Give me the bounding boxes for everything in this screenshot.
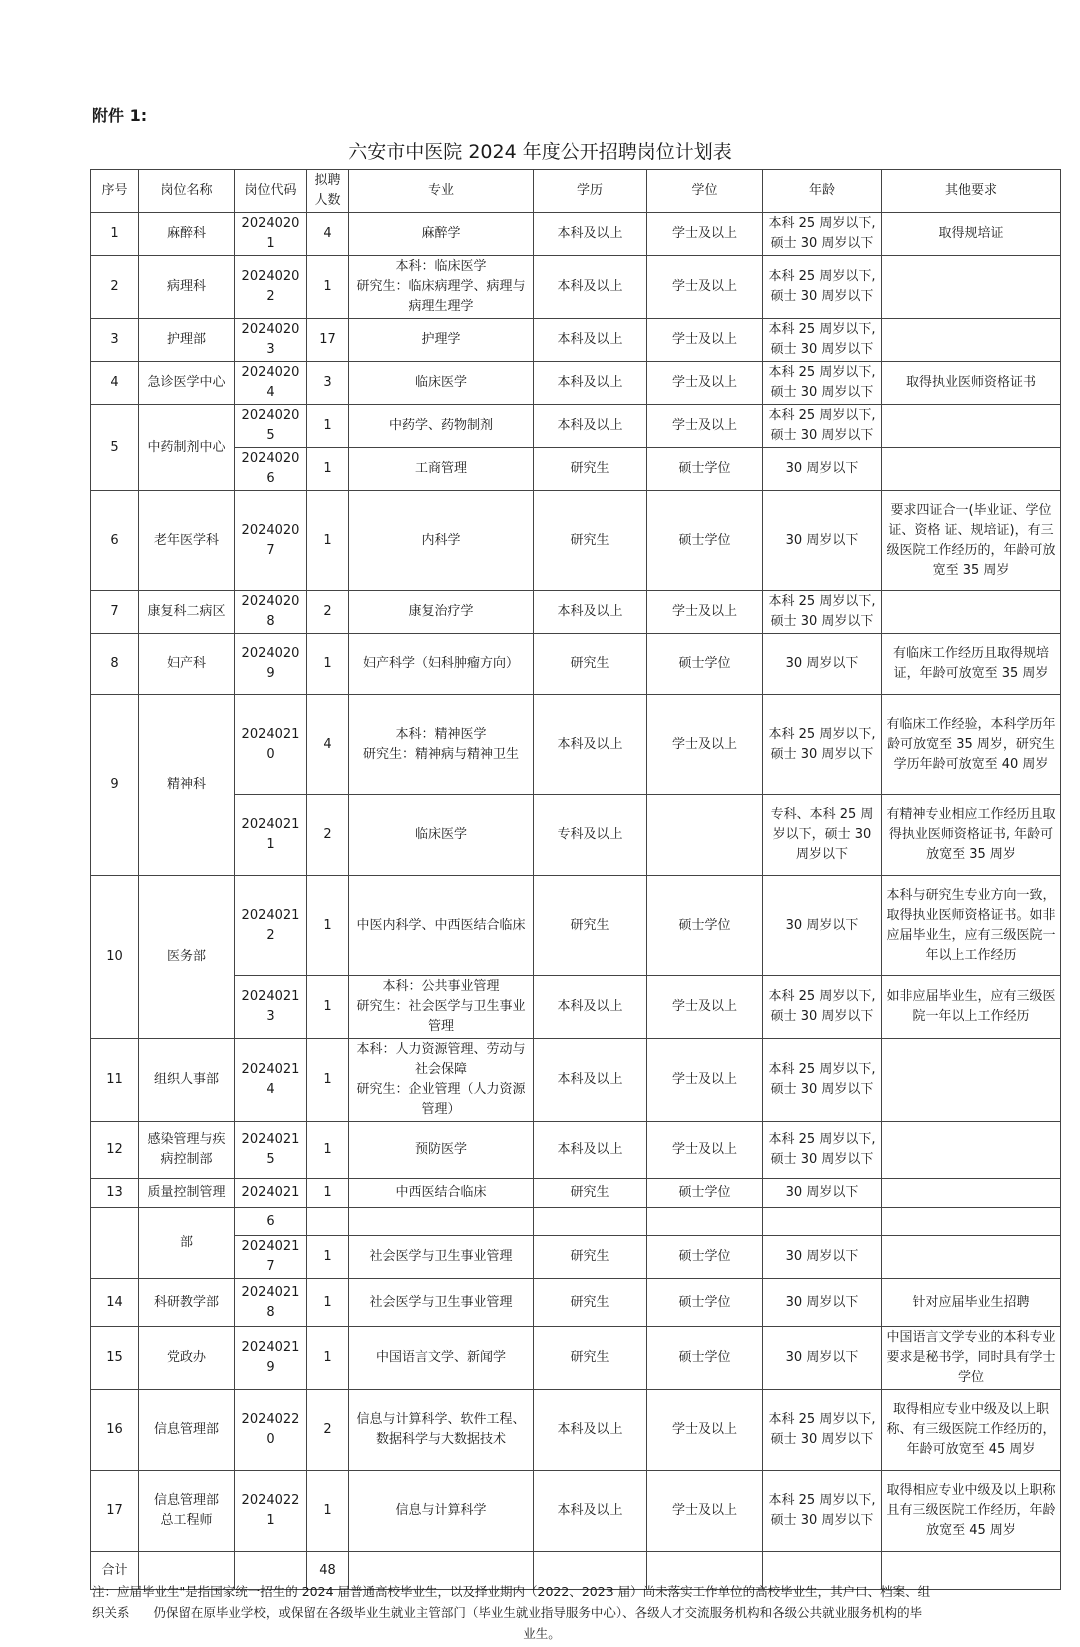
cell-position: 妇产科 (139, 634, 235, 695)
cell-major: 本科：公共事业管理 研究生：社会医学与卫生事业 管理 (349, 976, 534, 1039)
cell-position: 急诊医学中心 (139, 362, 235, 405)
cell-major: 妇产科学（妇科肿瘤方向） (349, 634, 534, 695)
table-row (91, 1179, 1061, 1208)
cell-age: 本科 25 周岁以下, 硕士 30 周岁以下 (763, 1122, 882, 1179)
header-education: 学历 (534, 170, 647, 213)
cell-major: 本科：精神医学 研究生：精神病与精神卫生 (349, 695, 534, 795)
footnote (92, 1581, 992, 1644)
cell-major: 麻醉学 (349, 213, 534, 256)
document-title: 六安市中医院 2024 年度公开招聘岗位计划表 (348, 141, 732, 163)
header-degree: 学位 (647, 170, 763, 213)
cell-no: 6 (91, 491, 139, 591)
cell-age: 本科 25 周岁以下, 硕士 30 周岁以下 (763, 1390, 882, 1471)
cell-other: 取得相应专业中级及以上职称、有三级医院工作经历的，年龄可放宽至 45 周岁 (882, 1390, 1061, 1471)
cell-count: 2 (307, 795, 349, 876)
cell-code: 2024021 4 (235, 1039, 307, 1122)
total-label: 合计 (91, 1552, 139, 1590)
cell-code: 2024022 1 (235, 1471, 307, 1552)
cell-no: 16 (91, 1390, 139, 1471)
cell-position: 信息管理部 (139, 1390, 235, 1471)
cell-degree: 学士及以上 (647, 405, 763, 448)
cell-age: 30 周岁以下 (763, 448, 882, 491)
cell-code: 2024020 8 (235, 591, 307, 634)
cell-count: 1 (307, 448, 349, 491)
header-count: 拟聘 人数 (307, 170, 349, 213)
recruitment-plan-table (90, 169, 1061, 1590)
cell-age: 30 周岁以下 (763, 876, 882, 976)
cell-education: 研究生 (534, 448, 647, 491)
table-row (91, 256, 1061, 319)
cell-education: 本科及以上 (534, 1471, 647, 1552)
cell-position: 部 (139, 1208, 235, 1279)
cell-age: 30 周岁以下 (763, 1279, 882, 1327)
cell-no: 13 (91, 1179, 139, 1208)
cell-age (763, 1208, 882, 1236)
header-code: 岗位代码 (235, 170, 307, 213)
cell-major: 内科学 (349, 491, 534, 591)
cell-position: 医务部 (139, 876, 235, 1039)
table-row (91, 1208, 1061, 1236)
cell-no: 7 (91, 591, 139, 634)
cell-degree: 学士及以上 (647, 1471, 763, 1552)
cell-major: 中国语言文学、新闻学 (349, 1327, 534, 1390)
cell-education: 本科及以上 (534, 256, 647, 319)
cell-code: 2024020 7 (235, 491, 307, 591)
cell-code: 2024021 3 (235, 976, 307, 1039)
cell-degree: 硕士学位 (647, 1236, 763, 1279)
cell-code: 6 (235, 1208, 307, 1236)
cell-education: 研究生 (534, 1179, 647, 1208)
cell-other: 本科与研究生专业方向一致，取得执业医师资格证书。如非应届毕业生，应有三级医院一年以上工作经历 (882, 876, 1061, 976)
cell-major: 社会医学与卫生事业管理 (349, 1279, 534, 1327)
cell-education (534, 1208, 647, 1236)
cell-position: 精神科 (139, 695, 235, 876)
cell-code: 2024021 (235, 1179, 307, 1208)
cell-no: 2 (91, 256, 139, 319)
cell-other: 取得相应专业中级及以上职称且有三级医院工作经历，年龄放宽至 45 周岁 (882, 1471, 1061, 1552)
cell-other: 有临床工作经历且取得规培证，年龄可放宽至 35 周岁 (882, 634, 1061, 695)
cell-code: 2024020 4 (235, 362, 307, 405)
cell-major: 本科：人力资源管理、劳动与 社会保障 研究生：企业管理（人力资源 管理） (349, 1039, 534, 1122)
cell-age: 本科 25 周岁以下, 硕士 30 周岁以下 (763, 405, 882, 448)
cell-other: 针对应届毕业生招聘 (882, 1279, 1061, 1327)
cell-major: 工商管理 (349, 448, 534, 491)
cell-major: 预防医学 (349, 1122, 534, 1179)
cell-degree: 硕士学位 (647, 634, 763, 695)
cell-major: 社会医学与卫生事业管理 (349, 1236, 534, 1279)
cell-no: 14 (91, 1279, 139, 1327)
cell-degree: 硕士学位 (647, 1279, 763, 1327)
table-row (91, 405, 1061, 448)
cell-position: 质量控制管理 (139, 1179, 235, 1208)
cell-age: 30 周岁以下 (763, 1327, 882, 1390)
header-row (91, 170, 1061, 213)
cell-code: 2024021 0 (235, 695, 307, 795)
cell-education: 研究生 (534, 634, 647, 695)
cell-major: 中西医结合临床 (349, 1179, 534, 1208)
table-row (91, 1236, 1061, 1279)
footnote-line-3: 业生。 (523, 1626, 561, 1641)
table-row (91, 976, 1061, 1039)
cell-other: 要求四证合一(毕业证、学位证、资格 证、规培证)，有三级医院工作经历的，年龄可放宽至 35 周岁 (882, 491, 1061, 591)
cell-other: 有临床工作经验，本科学历年龄可放宽至 35 周岁，研究生学历年龄可放宽至 40 周岁 (882, 695, 1061, 795)
cell-education: 研究生 (534, 876, 647, 976)
cell-no: 3 (91, 319, 139, 362)
table-row (91, 876, 1061, 976)
table-row (91, 1122, 1061, 1179)
cell-other (882, 1208, 1061, 1236)
cell-degree: 学士及以上 (647, 976, 763, 1039)
cell-position: 党政办 (139, 1327, 235, 1390)
cell-age: 本科 25 周岁以下, 硕士 30 周岁以下 (763, 362, 882, 405)
cell-degree: 学士及以上 (647, 256, 763, 319)
table-row (91, 319, 1061, 362)
footnote-line-1: 注：应届毕业生"是指国家统一招生的 2024 届普通高校毕业生，以及择业期内（2022、2023 届）尚未落实工作单位的高校毕业生，其户口、档案、组 (92, 1584, 931, 1599)
cell-education: 专科及以上 (534, 795, 647, 876)
cell-major (349, 1208, 534, 1236)
cell-degree: 学士及以上 (647, 319, 763, 362)
cell-no: 5 (91, 405, 139, 491)
cell-no: 1 (91, 213, 139, 256)
cell-code: 2024020 5 (235, 405, 307, 448)
table-row (91, 1327, 1061, 1390)
cell-count: 2 (307, 591, 349, 634)
cell-major: 信息与计算科学、软件工程、 数据科学与大数据技术 (349, 1390, 534, 1471)
cell-count: 17 (307, 319, 349, 362)
footnote-line-2: 织关系 仍保留在原毕业学校，或保留在各级毕业生就业主管部门（毕业生就业指导服务中心）、各级人才交流服务机构和各级公共就业服务机构的毕 (92, 1605, 923, 1620)
cell-other (882, 405, 1061, 448)
cell-education: 研究生 (534, 1236, 647, 1279)
header-age: 年龄 (763, 170, 882, 213)
cell-education: 本科及以上 (534, 695, 647, 795)
cell-major: 临床医学 (349, 795, 534, 876)
cell-count: 3 (307, 362, 349, 405)
cell-count: 1 (307, 1236, 349, 1279)
cell-major: 本科：临床医学 研究生：临床病理学、病理与 病理生理学 (349, 256, 534, 319)
cell-age: 本科 25 周岁以下, 硕士 30 周岁以下 (763, 1471, 882, 1552)
cell-no: 11 (91, 1039, 139, 1122)
cell-no (91, 1208, 139, 1279)
cell-count: 1 (307, 256, 349, 319)
cell-education: 本科及以上 (534, 1122, 647, 1179)
cell-age: 本科 25 周岁以下, 硕士 30 周岁以下 (763, 256, 882, 319)
cell-code: 2024021 9 (235, 1327, 307, 1390)
cell-major: 康复治疗学 (349, 591, 534, 634)
cell-count: 2 (307, 1390, 349, 1471)
table-row (91, 1471, 1061, 1552)
cell-major: 中医内科学、中西医结合临床 (349, 876, 534, 976)
cell-code: 2024021 1 (235, 795, 307, 876)
cell-count: 1 (307, 1279, 349, 1327)
cell-count: 1 (307, 876, 349, 976)
cell-degree: 学士及以上 (647, 695, 763, 795)
cell-code: 2024021 2 (235, 876, 307, 976)
cell-education: 本科及以上 (534, 1039, 647, 1122)
cell-count: 1 (307, 1122, 349, 1179)
cell-age: 本科 25 周岁以下, 硕士 30 周岁以下 (763, 591, 882, 634)
cell-major: 中药学、药物制剂 (349, 405, 534, 448)
cell-code: 2024021 5 (235, 1122, 307, 1179)
cell-major: 临床医学 (349, 362, 534, 405)
cell-code: 2024020 2 (235, 256, 307, 319)
table-row (91, 1039, 1061, 1122)
cell-degree: 硕士学位 (647, 448, 763, 491)
cell-degree (647, 1208, 763, 1236)
cell-position: 组织人事部 (139, 1039, 235, 1122)
cell-count: 1 (307, 634, 349, 695)
table-row (91, 634, 1061, 695)
table-row (91, 1390, 1061, 1471)
cell-code: 2024021 8 (235, 1279, 307, 1327)
cell-other: 有精神专业相应工作经历且取得执业医师资格证书, 年龄可放宽至 35 周岁 (882, 795, 1061, 876)
cell-count: 1 (307, 976, 349, 1039)
cell-age: 30 周岁以下 (763, 491, 882, 591)
cell-code: 2024021 7 (235, 1236, 307, 1279)
cell-position: 中药制剂中心 (139, 405, 235, 491)
table-row (91, 491, 1061, 591)
cell-other: 取得规培证 (882, 213, 1061, 256)
cell-degree: 学士及以上 (647, 213, 763, 256)
cell-age: 30 周岁以下 (763, 1179, 882, 1208)
table-row (91, 362, 1061, 405)
cell-no: 10 (91, 876, 139, 1039)
cell-age: 本科 25 周岁以下, 硕士 30 周岁以下 (763, 695, 882, 795)
table-row (91, 591, 1061, 634)
table-row (91, 448, 1061, 491)
cell-no: 9 (91, 695, 139, 876)
cell-other (882, 256, 1061, 319)
header-position: 岗位名称 (139, 170, 235, 213)
cell-degree: 硕士学位 (647, 876, 763, 976)
cell-code: 2024020 3 (235, 319, 307, 362)
cell-no: 8 (91, 634, 139, 695)
cell-other: 如非应届毕业生，应有三级医院一年以上工作经历 (882, 976, 1061, 1039)
cell-degree: 学士及以上 (647, 1039, 763, 1122)
cell-degree: 学士及以上 (647, 1122, 763, 1179)
attachment-label: 附件 1: (92, 106, 148, 125)
cell-age: 30 周岁以下 (763, 634, 882, 695)
header-no: 序号 (91, 170, 139, 213)
cell-other (882, 319, 1061, 362)
cell-degree: 学士及以上 (647, 591, 763, 634)
cell-age: 本科 25 周岁以下, 硕士 30 周岁以下 (763, 976, 882, 1039)
cell-major: 护理学 (349, 319, 534, 362)
cell-age: 本科 25 周岁以下, 硕士 30 周岁以下 (763, 1039, 882, 1122)
cell-age: 本科 25 周岁以下, 硕士 30 周岁以下 (763, 319, 882, 362)
cell-code: 2024020 9 (235, 634, 307, 695)
cell-position: 科研教学部 (139, 1279, 235, 1327)
cell-age: 本科 25 周岁以下, 硕士 30 周岁以下 (763, 213, 882, 256)
table-row (91, 1279, 1061, 1327)
cell-degree (647, 795, 763, 876)
cell-other (882, 1179, 1061, 1208)
cell-education: 本科及以上 (534, 362, 647, 405)
cell-degree: 学士及以上 (647, 362, 763, 405)
cell-no: 17 (91, 1471, 139, 1552)
cell-age: 30 周岁以下 (763, 1236, 882, 1279)
cell-education: 研究生 (534, 1279, 647, 1327)
cell-code: 2024020 6 (235, 448, 307, 491)
cell-count: 1 (307, 1039, 349, 1122)
cell-position: 信息管理部 总工程师 (139, 1471, 235, 1552)
cell-position: 护理部 (139, 319, 235, 362)
cell-no: 15 (91, 1327, 139, 1390)
cell-degree: 学士及以上 (647, 1390, 763, 1471)
table-row (91, 213, 1061, 256)
cell-count: 1 (307, 491, 349, 591)
total-count: 48 (307, 1552, 349, 1590)
cell-degree: 硕士学位 (647, 1179, 763, 1208)
cell-no: 12 (91, 1122, 139, 1179)
cell-degree: 硕士学位 (647, 1327, 763, 1390)
cell-count: 4 (307, 213, 349, 256)
cell-degree: 硕士学位 (647, 491, 763, 591)
cell-education: 本科及以上 (534, 319, 647, 362)
cell-other: 中国语言文学专业的本科专业要求是秘书学，同时具有学士学位 (882, 1327, 1061, 1390)
cell-education: 本科及以上 (534, 405, 647, 448)
cell-code: 2024020 1 (235, 213, 307, 256)
cell-count (307, 1208, 349, 1236)
cell-other (882, 591, 1061, 634)
cell-major: 信息与计算科学 (349, 1471, 534, 1552)
header-other: 其他要求 (882, 170, 1061, 213)
cell-education: 本科及以上 (534, 213, 647, 256)
cell-other (882, 1039, 1061, 1122)
table-row (91, 795, 1061, 876)
cell-education: 本科及以上 (534, 1390, 647, 1471)
table-row (91, 695, 1061, 795)
cell-age: 专科、本科 25 周 岁以下，硕士 30 周岁以下 (763, 795, 882, 876)
cell-other (882, 448, 1061, 491)
cell-position: 病理科 (139, 256, 235, 319)
cell-education: 研究生 (534, 1327, 647, 1390)
header-major: 专业 (349, 170, 534, 213)
cell-other (882, 1122, 1061, 1179)
cell-position: 康复科二病区 (139, 591, 235, 634)
cell-count: 4 (307, 695, 349, 795)
cell-other (882, 1236, 1061, 1279)
cell-education: 本科及以上 (534, 976, 647, 1039)
cell-no: 4 (91, 362, 139, 405)
cell-position: 麻醉科 (139, 213, 235, 256)
cell-code: 2024022 0 (235, 1390, 307, 1471)
cell-count: 1 (307, 1471, 349, 1552)
cell-count: 1 (307, 405, 349, 448)
cell-education: 研究生 (534, 491, 647, 591)
cell-count: 1 (307, 1179, 349, 1208)
cell-position: 老年医学科 (139, 491, 235, 591)
cell-other: 取得执业医师资格证书 (882, 362, 1061, 405)
cell-education: 本科及以上 (534, 591, 647, 634)
cell-position: 感染管理与疾 病控制部 (139, 1122, 235, 1179)
cell-count: 1 (307, 1327, 349, 1390)
